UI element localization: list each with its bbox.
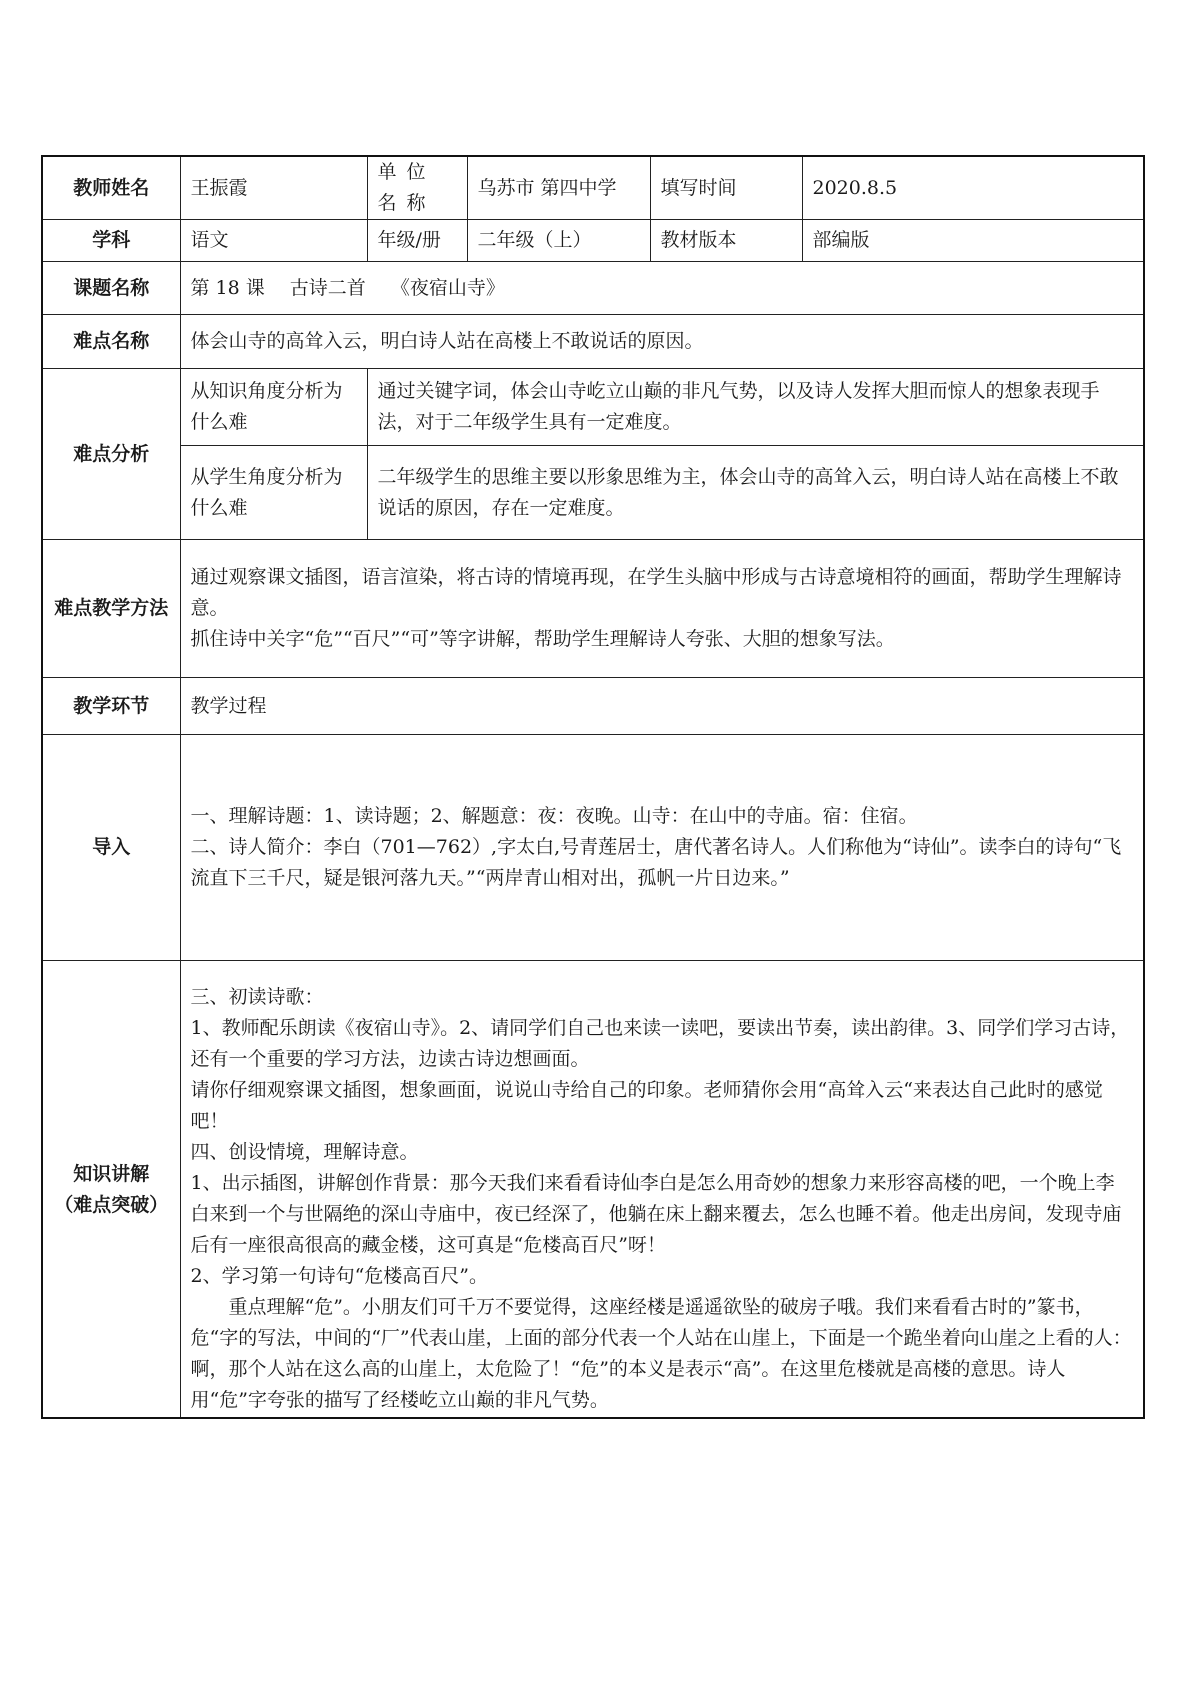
intro-content (180, 735, 1144, 961)
analysis-label: 难点分析 (42, 369, 180, 540)
row-analysis-knowledge (42, 369, 1144, 446)
topic-label: 课题名称 (42, 262, 180, 315)
row-topic (42, 262, 1144, 315)
knowledge-line: 2、学习第一句诗句“危楼高百尺”。 (190, 1264, 489, 1287)
row-method (42, 540, 1144, 678)
subject-label: 学科 (42, 220, 180, 262)
intro-line: 一、理解诗题：1、读诗题；2、解题意：夜：夜晚。山寺：在山中的寺庙。宿：住宿。 (190, 805, 918, 827)
process-label: 教学环节 (42, 678, 180, 735)
subject-value: 语文 (180, 220, 367, 262)
intro-label: 导入 (42, 735, 180, 961)
knowledge-content (180, 961, 1144, 1418)
process-value: 教学过程 (180, 678, 1144, 735)
knowledge-label-line1: 知识讲解 (73, 1162, 150, 1185)
analysis-knowledge-label: 从知识角度分析为什么难 (180, 369, 367, 446)
row-knowledge (42, 961, 1144, 1418)
knowledge-line: 1、教师配乐朗读《夜宿山寺》。2、请同学们自己也来读一读吧，要读出节奏，读出韵律。3、同学们学习古诗，还有一个重要的学习方法，边读古诗边想画面。 (190, 1016, 1130, 1070)
edition-value: 部编版 (802, 220, 1144, 262)
date-label: 填写时间 (650, 156, 802, 220)
row-subject (42, 220, 1144, 262)
knowledge-line: 四、创设情境，理解诗意。 (190, 1140, 419, 1163)
unit-value: 乌苏市 第四中学 (467, 156, 650, 220)
teacher-value: 王振霞 (180, 156, 367, 220)
date-value: 2020.8.5 (802, 156, 1144, 220)
knowledge-indent-paragraph: 重点理解“危”。小朋友们可千万不要觉得，这座经楼是遥遥欲坠的破房子哦。我们来看看古时的”篆书，危“字的写法，中间的“厂”代表山崖，上面的部分代表一个人站在山崖上，下面是一个跪坐着向山崖之上看的人：啊，那个人站在这么高的山崖上，太危险了！“危”的本义是表示“高”。在这里危楼就是高楼的意思。诗人用“危”字夸张的描写了经楼屹立山巅的非凡气势。 (190, 1295, 1132, 1411)
knowledge-label-line2: （难点突破） (54, 1193, 169, 1216)
knowledge-line: 1、出示插图，讲解创作背景：那今天我们来看看诗仙李白是怎么用奇妙的想象力来形容高楼的吧，一个晚上李白来到一个与世隔绝的深山寺庙中，夜已经深了，他躺在床上翻来覆去，怎么也睡不着。他走出房间，发现寺庙后有一座很高很高的藏金楼，这可真是“危楼高百尺”呀！ (190, 1171, 1122, 1256)
difficulty-label: 难点名称 (42, 315, 180, 369)
method-line: 抓住诗中关字“危”“百尺”“可”等字讲解，帮助学生理解诗人夸张、大胆的想象写法。 (190, 628, 895, 650)
row-intro (42, 735, 1144, 961)
difficulty-value: 体会山寺的高耸入云，明白诗人站在高楼上不敢说话的原因。 (180, 315, 1144, 369)
edition-label: 教材版本 (650, 220, 802, 262)
analysis-student-label: 从学生角度分析为什么难 (180, 446, 367, 540)
analysis-knowledge-value: 通过关键字词，体会山寺屹立山巅的非凡气势，以及诗人发挥大胆而惊人的想象表现手法，对于二年级学生具有一定难度。 (367, 369, 1144, 446)
teacher-label: 教师姓名 (42, 156, 180, 220)
knowledge-line: 三、初读诗歌： (190, 985, 324, 1008)
analysis-student-value: 二年级学生的思维主要以形象思维为主，体会山寺的高耸入云，明白诗人站在高楼上不敢说话的原因，存在一定难度。 (367, 446, 1144, 540)
unit-label: 单位名称 (367, 156, 467, 220)
row-process-header (42, 678, 1144, 735)
row-analysis-student (42, 446, 1144, 540)
knowledge-label (42, 961, 180, 1418)
grade-label: 年级/册 (367, 220, 467, 262)
method-label: 难点教学方法 (42, 540, 180, 678)
grade-value: 二年级（上） (467, 220, 650, 262)
method-content (180, 540, 1144, 678)
intro-line: 二、诗人简介：李白（701—762）,字太白,号青莲居士，唐代著名诗人。人们称他为“诗仙”。读李白的诗句“飞流直下三千尺，疑是银河落九天。”“两岸青山相对出，孤帆一片日边来。” (190, 836, 1122, 889)
lesson-plan-table (41, 155, 1145, 1419)
method-line: 通过观察课文插图，语言渲染，将古诗的情境再现，在学生头脑中形成与古诗意境相符的画面，帮助学生理解诗意。 (190, 566, 1122, 619)
row-difficulty (42, 315, 1144, 369)
topic-value: 第 18 课 古诗二首 《夜宿山寺》 (180, 262, 1144, 315)
knowledge-line: 请你仔细观察课文插图，想象画面，说说山寺给自己的印象。老师猜你会用“高耸入云“来表达自己此时的感觉吧！ (190, 1078, 1103, 1132)
row-teacher (42, 156, 1144, 220)
